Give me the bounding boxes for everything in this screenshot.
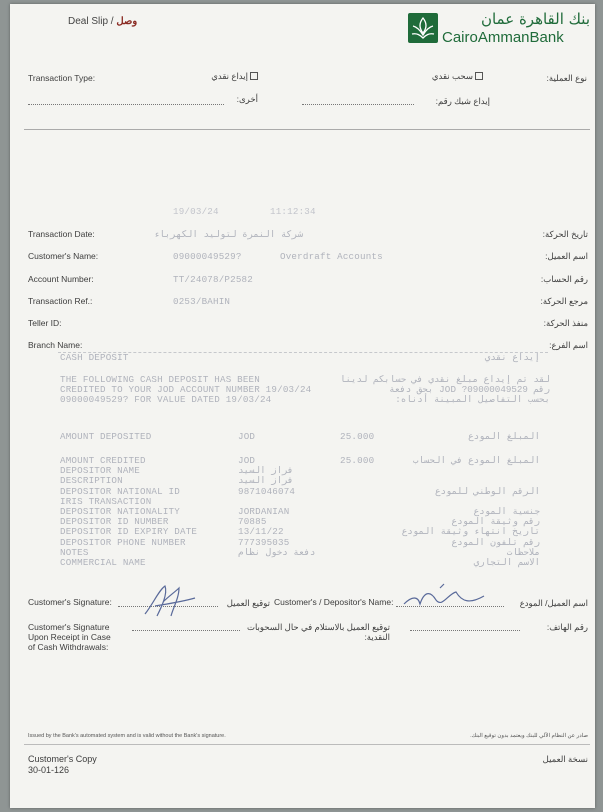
print-row-label-ar: جنسية المودع: [473, 506, 540, 517]
field-value-secondary: Overdraft Accounts: [280, 251, 383, 262]
print-row-label-ar: المبلغ المودع في الحساب: [412, 455, 540, 466]
field-label: Transaction Ref.:: [28, 296, 93, 306]
print-row-value: JORDANIAN: [238, 506, 290, 517]
phone-label-ar: رقم الهاتف:: [546, 622, 588, 632]
field-label: Teller ID:: [28, 318, 62, 328]
print-body-en-2: CREDITED TO YOUR JOD ACCOUNT NUMBER 19/03/24: [60, 384, 312, 395]
field-value: 0253/BAHIN: [173, 296, 231, 307]
print-body-ar-2: رقم 09000049529? JOD بحق دفعة: [389, 384, 550, 395]
phone-line: [410, 630, 520, 631]
print-title-en: CASH DEPOSIT: [60, 352, 129, 363]
amount-deposited-value: 25.000: [340, 431, 375, 442]
field-label: Branch Name:: [28, 340, 83, 350]
amount-deposited-label-ar: المبلغ المودع: [468, 431, 540, 442]
field-label: Account Number:: [28, 274, 94, 284]
other-label: أخرى:: [236, 94, 258, 104]
divider-top: [24, 129, 590, 130]
amount-deposited-currency: JOD: [238, 431, 256, 442]
field-label-ar: رقم الحساب:: [540, 274, 588, 284]
print-row-label-ar: رقم تلفون المودع: [451, 537, 540, 548]
print-row-value: JOD: [238, 455, 256, 466]
deal-slip-document: [10, 4, 595, 808]
print-row-label: DEPOSITOR PHONE NUMBER: [60, 537, 186, 548]
print-row-label: DEPOSITOR NATIONALITY: [60, 506, 180, 517]
form-code: 30-01-126: [28, 765, 70, 775]
field-value: شركة النمرة لتوليد الكهرباء: [153, 229, 303, 240]
print-date: 19/03/24: [173, 206, 219, 217]
print-row-label: NOTES: [60, 547, 89, 558]
print-row-value: 13/11/22: [238, 526, 284, 537]
customer-signature-scribble-icon: [135, 582, 205, 622]
print-title-ar: إيداع نقدي: [484, 352, 540, 363]
print-row-label: DESCRIPTION: [60, 475, 123, 486]
cash-withdrawal-checkbox: [475, 72, 483, 80]
print-row-value: 9871046074: [238, 486, 296, 497]
print-row-amount: 25.000: [340, 455, 375, 466]
print-row-label: DEPOSITOR NATIONAL ID: [60, 486, 180, 497]
upon-receipt-label-ar: [240, 622, 390, 642]
deal-slip-label-ar: وصل: [116, 16, 138, 27]
bank-name-ar: بنك القاهرة عمان: [480, 10, 590, 28]
bank-name-en: CairoAmmanBank: [442, 29, 564, 46]
upon-receipt-line-1: Customer's Signature: [28, 622, 110, 632]
field-label: Transaction Date:: [28, 229, 95, 239]
field-value: 09000049529?: [173, 251, 242, 262]
cash-withdrawal-option: [425, 71, 485, 82]
transaction-type-label: Transaction Type:: [28, 73, 96, 83]
cheque-deposit-label: إيداع شيك رقم:: [435, 96, 490, 106]
print-body-ar-1: لقد تم إيداع مبلغ نقدي في حسابكم لدينا: [339, 374, 550, 385]
customer-signature-label: Customer's Signature:: [28, 597, 112, 607]
amount-deposited-label: AMOUNT DEPOSITED: [60, 431, 152, 442]
upon-receipt-line-2: Upon Receipt in Case: [28, 632, 111, 642]
upon-receipt-ar-line-1: توقيع العميل بالاستلام في حال السحوبات: [246, 622, 390, 632]
upon-receipt-ar-line-2: النقدية:: [364, 632, 390, 642]
field-label-ar: اسم الفرع:: [549, 340, 588, 350]
print-row-value: 70885: [238, 516, 267, 527]
print-row-label: DEPOSITOR ID EXPIRY DATE: [60, 526, 198, 537]
cash-withdrawal-label: سحب نقدي: [431, 71, 473, 81]
print-row-label-ar: ملاحظات: [506, 547, 540, 558]
depositor-name-scribble-icon: [400, 582, 500, 612]
print-row-label: DEPOSITOR ID NUMBER: [60, 516, 169, 527]
print-body-en-3: 09000049529? FOR VALUE DATED 19/03/24: [60, 394, 272, 405]
field-label: Customer's Name:: [28, 251, 99, 261]
print-time: 11:12:34: [270, 206, 316, 217]
upon-receipt-line: [132, 630, 240, 631]
customer-copy-label: Customer's Copy: [28, 754, 97, 764]
bank-logo-icon: [408, 13, 438, 43]
field-value: TT/24078/P2582: [173, 274, 253, 285]
field-label-ar: منفذ الحركة:: [543, 318, 588, 328]
field-label-ar: تاريخ الحركة:: [542, 229, 588, 239]
cash-deposit-label: إيداع نقدي: [211, 71, 248, 81]
print-row-value: فراز السيد: [238, 465, 294, 476]
print-row-label-ar: تاريخ انتهاء وثيقة المودع: [401, 526, 540, 537]
cash-deposit-checkbox: [250, 72, 258, 80]
print-body-en-1: THE FOLLOWING CASH DEPOSIT HAS BEEN: [60, 374, 260, 385]
field-label-ar: اسم العميل:: [545, 251, 588, 261]
cash-deposit-option: [200, 71, 260, 82]
print-row-value: 777395035: [238, 537, 290, 548]
print-row-label-ar: الرقم الوطني للمودع: [434, 486, 540, 497]
footer-disclaimer-ar: صادر عن النظام الآلي للبنك ويعتمد بدون توقيع البنك.: [470, 733, 588, 739]
customer-copy-label-ar: نسخة العميل: [542, 754, 588, 764]
depositor-name-label: Customer's / Depositor's Name:: [274, 597, 394, 607]
print-row-label-ar: رقم وثيقة المودع: [451, 516, 540, 527]
print-row-value: فراز السيد: [238, 475, 294, 486]
customer-signature-label-ar: توقيع العميل: [226, 598, 270, 608]
print-body-ar-3: بحسب التفاصيل المبينة أدناه:: [395, 394, 550, 405]
upon-receipt-line-3: of Cash Withdrawals:: [28, 642, 109, 652]
footer-disclaimer-en: Issued by the Bank's automated system and is valid without the Bank's signature.: [28, 733, 226, 739]
upon-receipt-label: [28, 622, 111, 652]
print-row-value: دفعة دخول نظام: [238, 547, 316, 558]
cheque-number-line: [302, 104, 414, 105]
depositor-name-label-ar: اسم العميل/ المودع: [519, 598, 588, 608]
divider-bottom: [24, 744, 590, 745]
print-row-label: IRIS TRANSACTION: [60, 496, 152, 507]
print-row-label: COMMERCIAL NAME: [60, 557, 146, 568]
print-row-label: AMOUNT CREDITED: [60, 455, 146, 466]
transaction-type-label-ar: نوع العملية:: [546, 73, 587, 83]
deal-slip-title: [68, 16, 137, 27]
print-row-label-ar: الاسم التجاري: [473, 557, 540, 568]
other-field-line: [28, 104, 224, 105]
field-label-ar: مرجع الحركة:: [540, 296, 588, 306]
print-row-label: DEPOSITOR NAME: [60, 465, 140, 476]
deal-slip-label: Deal Slip /: [68, 16, 114, 27]
